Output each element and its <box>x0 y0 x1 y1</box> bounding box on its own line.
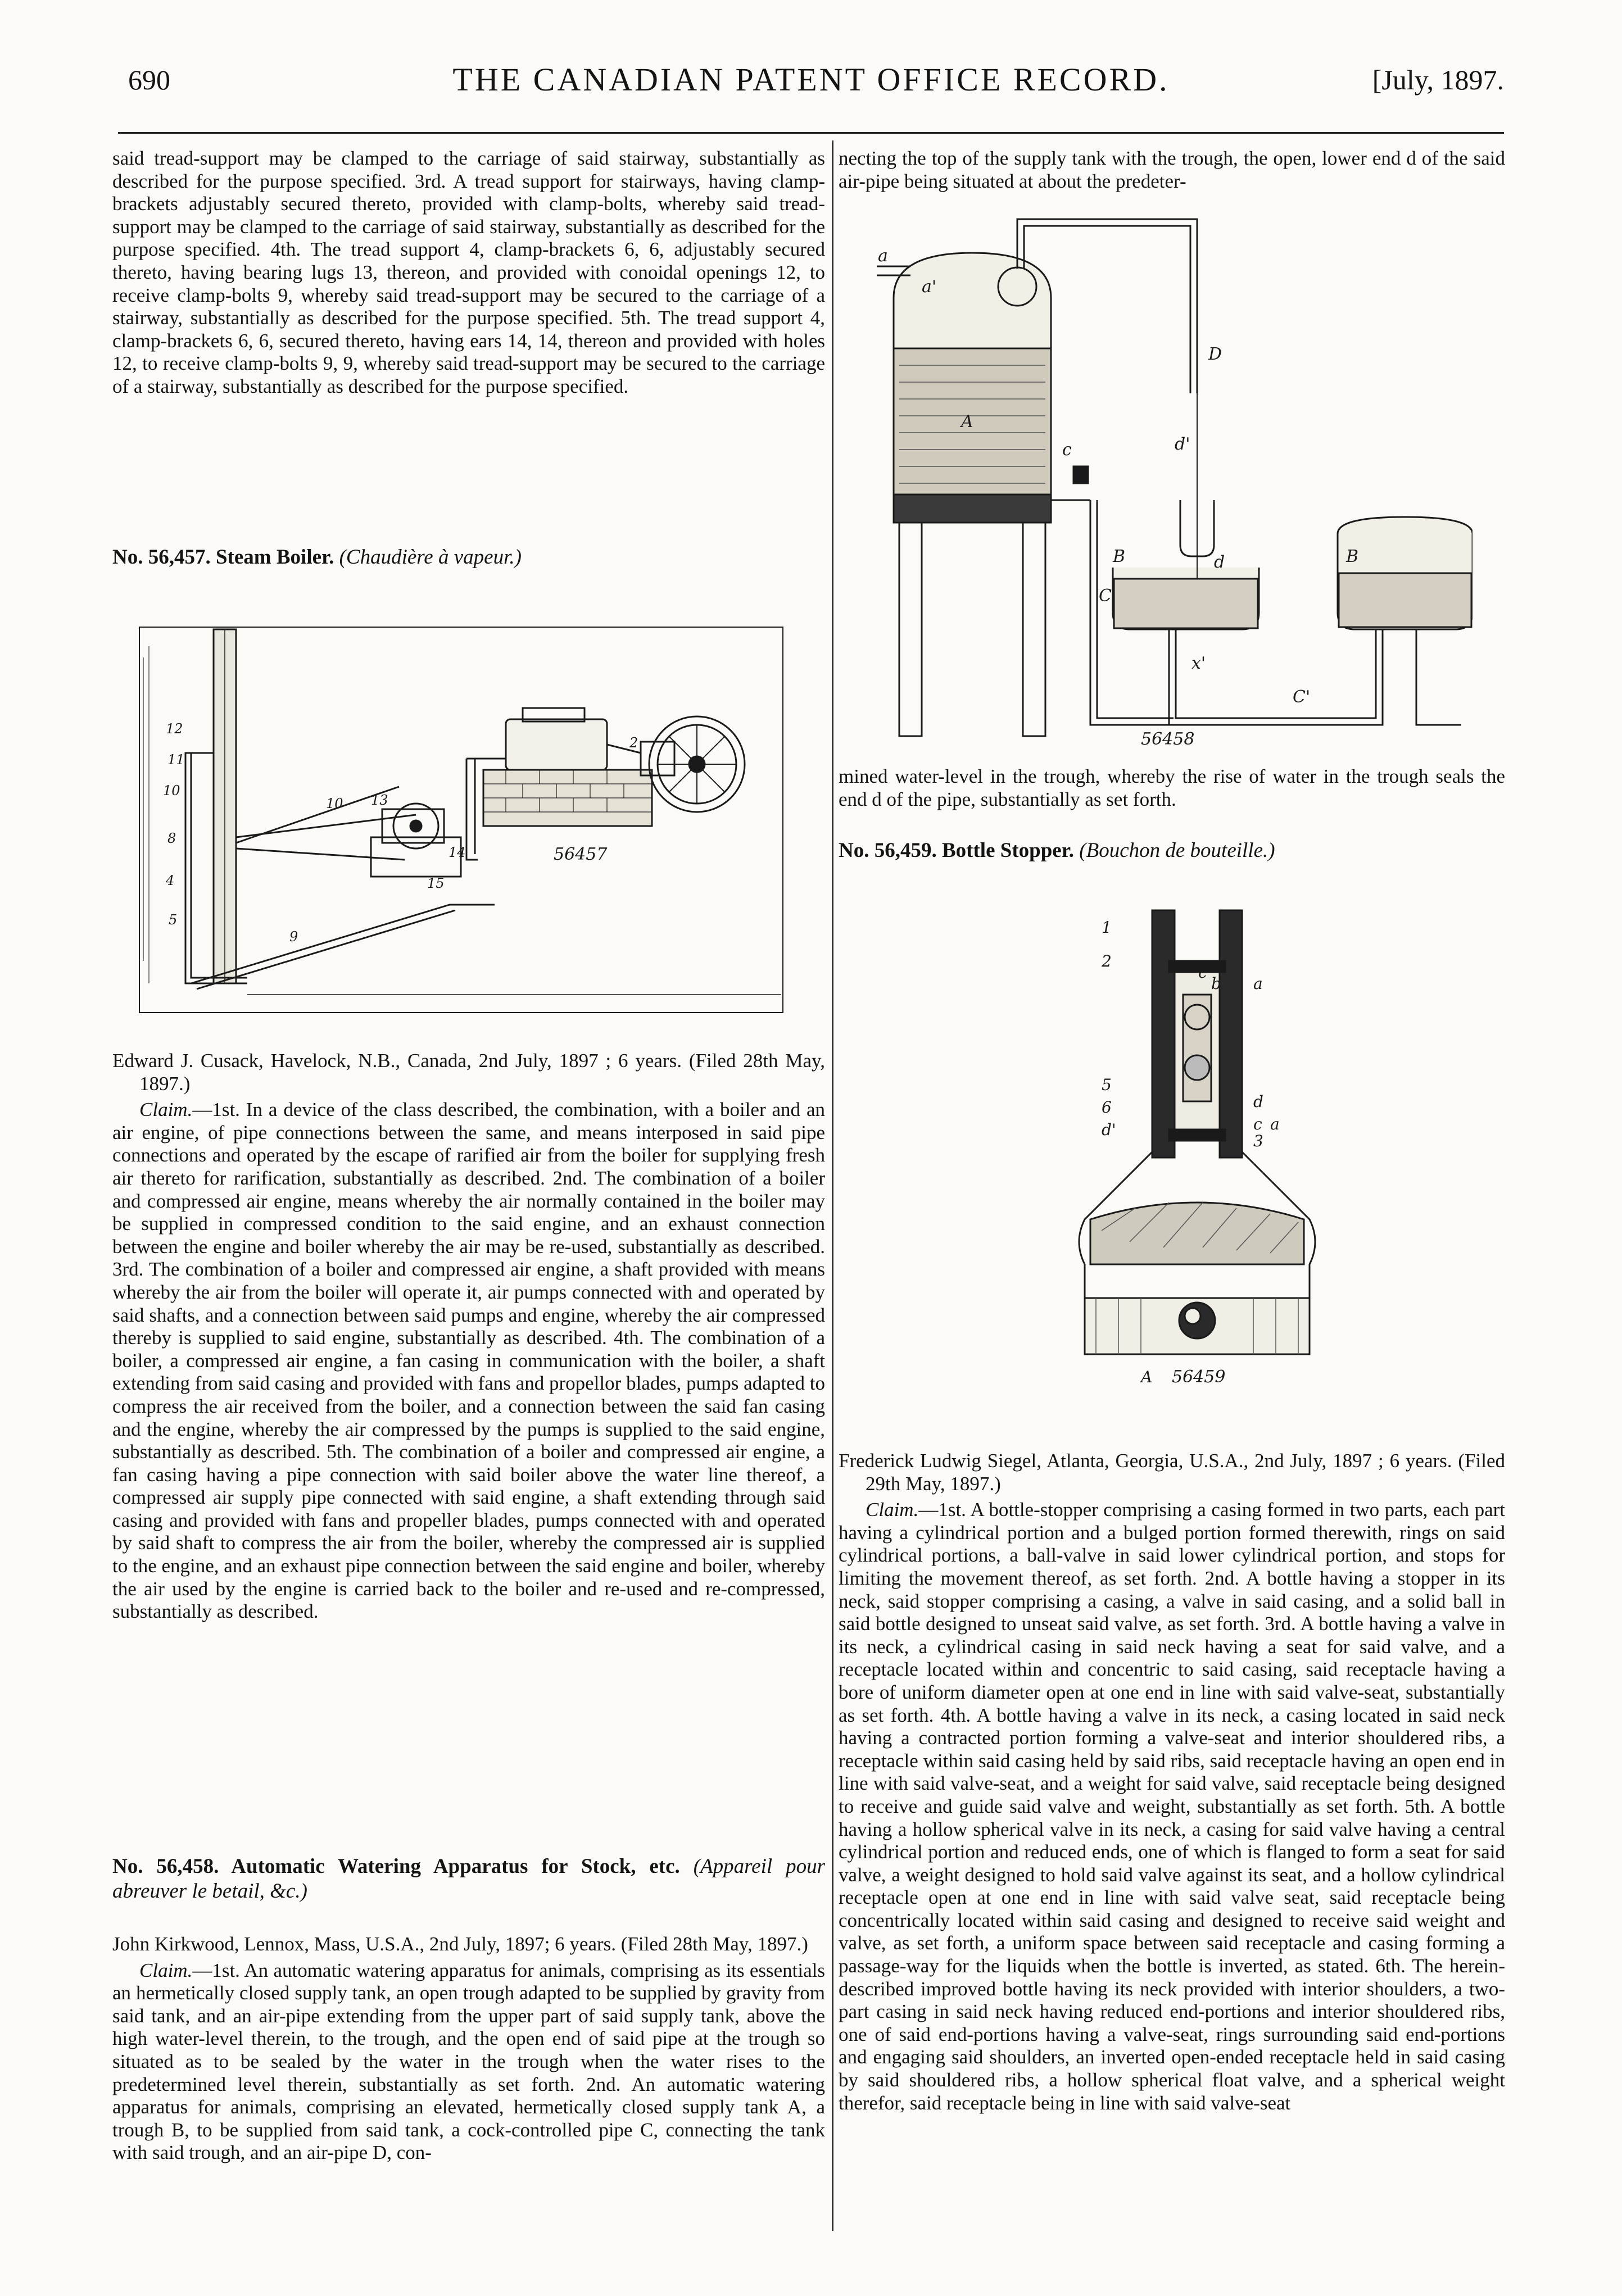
claim-label: Claim. <box>139 1099 193 1121</box>
fig-letter: d <box>1214 552 1225 572</box>
fig-numeral: 13 <box>371 792 388 808</box>
patent-inventor: John Kirkwood, Lennox, Mass, U.S.A., 2nd July, 1897; 6 years. (Filed 28th May, 1897.) <box>112 1933 808 1955</box>
fig-numeral: 11 <box>167 752 185 768</box>
patent-56457-body <box>112 1050 825 1623</box>
patent-title: Bottle Stopper. <box>941 839 1075 862</box>
header-rule <box>118 132 1504 134</box>
claim-label: Claim. <box>139 1959 193 1981</box>
fig-letter: c <box>1198 963 1207 982</box>
fig-letter: C <box>1099 586 1112 606</box>
fig-numeral: 15 <box>427 875 445 891</box>
watering-apparatus-figure <box>877 208 1473 747</box>
fig-letter: b <box>1211 974 1221 993</box>
fig-letter: a <box>878 246 888 266</box>
patent-number: No. 56,457. <box>112 546 211 569</box>
patent-56458-heading <box>112 1854 825 1904</box>
patent-french-title: (Appareil pour abreuver le betail, &c.) <box>112 1855 825 1903</box>
fig-letter: 2 <box>1102 952 1112 970</box>
steam-boiler-drawing <box>135 624 787 1017</box>
fig-letter: B <box>1346 547 1359 566</box>
fig-letter: c <box>1062 440 1072 460</box>
fig-numeral: 10 <box>326 796 343 811</box>
claim-text: —1st. An automatic watering apparatus for animals, comprising as its essentials an hermetically closed supply tank, an open trough adapted to be supplied by gravity from said tank, and an air-pipe extending from the upper part of said supply tank, above the high water-level therein, to the trough, and the open end of said pipe at the trough so situated as to be sealed by the water in the trough when the water rises to the predetermined level therein, substantially as set forth. 2nd. An automatic watering apparatus for animals, comprising an elevated, hermetically closed supply tank A, a trough B, to be supplied from said tank, a cock-controlled pipe C, connecting the tank with said trough, and an air-pipe D, con- <box>112 1959 825 2164</box>
patent-title: Steam Boiler. <box>215 546 334 569</box>
fig-letter: D <box>1208 344 1222 364</box>
fig-letter: d' <box>1102 1120 1116 1139</box>
column-divider <box>832 140 833 2231</box>
patent-french-title: (Bouchon de bouteille.) <box>1079 839 1275 862</box>
fig-letter: C' <box>1293 687 1311 707</box>
claim-label: Claim. <box>866 1499 919 1521</box>
patent-56457-heading <box>112 545 825 570</box>
fig-letter: 3 <box>1253 1132 1263 1150</box>
fig-numeral: 8 <box>167 831 176 846</box>
fig-numeral: 9 <box>289 929 298 945</box>
fig-letter: 1 <box>1102 918 1112 937</box>
bottle-stopper-drawing <box>1068 905 1326 1388</box>
patent-inventor: Frederick Ludwig Siegel, Atlanta, Georgia, U.S.A., 2nd July, 1897 ; 6 years. (Filed 29th May, 1897.) <box>839 1450 1505 1495</box>
watering-apparatus-drawing <box>877 208 1473 747</box>
fig-letter: d <box>1253 1092 1263 1111</box>
fig-letter: 5 <box>1102 1076 1112 1094</box>
continuation-paragraph: necting the top of the supply tank with the trough, the open, lower end d of the said air-pipe being situated at about the predeter- <box>839 147 1505 192</box>
fig-numeral: 5 <box>169 912 178 928</box>
issue-date: [July, 1897. <box>1372 64 1504 96</box>
patent-number: No. 56,459. <box>839 839 937 862</box>
fig-letter: c <box>1253 1115 1262 1133</box>
patent-title: Automatic Watering Apparatus for Stock, etc. <box>231 1855 680 1878</box>
fig-letter: d' <box>1175 434 1190 454</box>
fig-letter: x' <box>1191 654 1206 673</box>
right-continuation-top <box>839 147 1505 193</box>
patent-56459-heading <box>839 838 1505 863</box>
patent-claim <box>112 1099 825 1623</box>
claim-text: —1st. In a device of the class described, the combination, with a boiler and an air engine, of pipe connections between the same, and means interposed in said pipe connections and operated by the escape of rarified air from the boiler for supplying fresh air thereto for rarification, substantially as described. 2nd. The combination of a boiler and compressed air engine, means whereby the air normally contained in the boiler may be supplied in compressed condition to the said engine, and an exhaust connection between the engine and boiler whereby the air may be re-used, substantially as described. 3rd. The combination of a boiler and compressed air engine, a shaft provided with means whereby the air from the boiler will operate it, air pumps connected with and operated by said shafts, and a connection between said pumps and engine, whereby the air compressed thereby is supplied to said engine, substantially as described. 4th. The combination of a boiler, a compressed air engine, a fan casing in communication with the boiler, a shaft extending from said casing and provided with fans and propellor blades, pumps adapted to compress the air received from the boiler, and a connection between the said fan casing and the engine, whereby the air compressed by the pumps is supplied to the said engine, substantially as described. 5th. The combination of a boiler and compressed air engine, a fan casing having a pipe connection with said boiler above the water line thereof, a compressed air supply pipe connected with said engine, a shaft extending through said casing and provided with fans and propeller blades, pumps connected with and operated by said shaft to compress the air from the boiler, whereby the compressed air is supplied to the engine, and an exhaust pipe connection between the said engine and boiler, whereby the air used by the engine is carried back to the boiler and re-used and re-compressed, substantially as described. <box>112 1099 825 1623</box>
patent-56459-body <box>839 1450 1505 2115</box>
patent-inventor: Edward J. Cusack, Havelock, N.B., Canada, 2nd July, 1897 ; 6 years. (Filed 28th May, 1897.) <box>112 1050 825 1095</box>
patent-claim <box>112 1959 825 2165</box>
fig-numeral: 4 <box>166 873 175 888</box>
page-number: 690 <box>128 64 170 96</box>
figure-label: 56457 <box>554 845 608 864</box>
patent-heading <box>839 838 1505 863</box>
fig-letter: A <box>1141 1368 1153 1386</box>
patent-heading <box>112 545 825 570</box>
continuation-paragraph: mined water-level in the trough, whereby the rise of water in the trough seals the end d of the pipe, substantially as set forth. <box>839 765 1505 810</box>
patent-heading <box>112 1854 825 1904</box>
figure-label: 56458 <box>1141 729 1195 747</box>
bottle-stopper-figure <box>1068 905 1326 1388</box>
fig-letter: a' <box>922 277 937 297</box>
continuation-paragraph: said tread-support may be clamped to the carriage of said stairway, substantially as described for the purpose specified. 3rd. A tread support for stairways, having clamp-brackets adjustably secured thereto, provided with clamp-bolts, whereby said tread-support may be clamped to the carriage of said stairway, substantially as described for the purpose specified. 4th. The tread support 4, clamp-brackets 6, 6, adjustably secured thereto, having bearing lugs 13, thereon, and provided with conoidal openings 12, to receive clamp-bolts 9, whereby said tread-support may be secured to the carriage of a stairway, substantially as described for the purpose specified. 5th. The tread support 4, clamp-brackets 6, 6, secured thereto, having ears 14, 14, thereon and provided with holes 12, to receive clamp-bolts 9, 9, whereby said tread-support may be secured to the carriage of a stairway, substantially as described for the purpose specified. <box>112 147 825 397</box>
fig-numeral: 12 <box>166 721 183 737</box>
fig-letter: B <box>1113 547 1126 566</box>
left-continuation <box>112 147 825 398</box>
figure-label: 56459 <box>1172 1367 1226 1387</box>
fig-letter: 6 <box>1102 1098 1112 1117</box>
fig-numeral: 14 <box>448 845 466 860</box>
fig-numeral: 10 <box>163 783 180 798</box>
patent-56458-body <box>112 1933 825 2165</box>
patent-number: No. 56,458. <box>112 1855 219 1878</box>
steam-boiler-figure <box>135 624 787 1017</box>
claim-text: —1st. A bottle-stopper comprising a casing formed in two parts, each part having a cylindrical portion and a bulged portion formed therewith, rings on said cylindrical portions, a ball-valve in said lower cylindrical portion, and stops for limiting the movement thereof, as set forth. 2nd. A bottle having a stopper in its neck, said stopper comprising a casing, a valve in said casing, and a solid ball in said bottle designed to unseat said valve, as set forth. 3rd. A bottle having a valve in its neck, a cylindrical casing in said neck having a seat for said valve, and a receptacle located within and concentric to said casing, said receptacle having a bore of uniform diameter open at one end in line with said valve-seat, substantially as set forth. 4th. A bottle having a valve in its neck, a casing located in said neck having a contracted portion forming a valve-seat and interior shouldered ribs, a receptacle within said casing held by said ribs, said receptacle having an open end in line with said valve-seat, and a weight for said valve, said receptacle being designed to receive and guide said valve and weight, substantially as set forth. 5th. A bottle having a hollow spherical valve in its neck, a casing for said valve having a central cylindrical portion and reduced ends, one of which is flanged to form a seat for said valve, a weight designed to hold said valve against its seat, and a hollow cylindrical receptacle open at one end in line with said valve seat, said receptacle being concentrically located within said casing and designed to receive said weight and valve, as set forth, a uniform space between said receptacle and casing forming a passage-way for the liquids when the bottle is inverted, as stated. 6th. The herein-described improved bottle having its neck provided with interior shoulders, a two-part casing in said neck having reduced end-portions and interior shouldered ribs, one of said end-portions having a valve-seat, rings surrounding said end-portions and engaging said shoulders, an inverted open-ended receptacle held in said casing by said shouldered ribs, a hollow spherical float valve, and a spherical weight therefor, said receptacle being in line with said valve-seat <box>839 1499 1505 2114</box>
fig-letter: a <box>1270 1115 1280 1133</box>
patent-claim <box>839 1499 1505 2115</box>
patent-french-title: (Chaudière à vapeur.) <box>339 546 522 569</box>
fig-numeral: 2 <box>629 735 638 751</box>
right-continuation-bottom <box>839 765 1505 811</box>
running-title: THE CANADIAN PATENT OFFICE RECORD. <box>452 61 1170 98</box>
fig-letter: A <box>961 412 973 432</box>
fig-letter: a <box>1253 974 1263 993</box>
